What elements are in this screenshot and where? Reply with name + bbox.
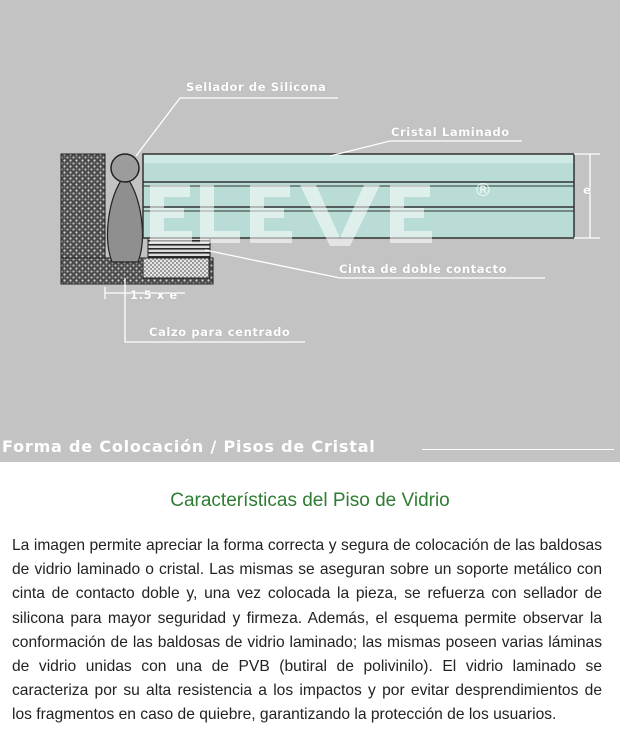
figure-caption: Forma de Colocación / Pisos de Cristal: [2, 437, 376, 456]
label-thickness: e: [583, 183, 592, 197]
registered-mark-icon: ®: [474, 180, 492, 201]
label-laminated-glass: Cristal Laminado: [391, 125, 510, 139]
label-double-contact-tape: Cinta de doble contacto: [339, 262, 508, 276]
caption-divider: [422, 449, 614, 450]
article-title: Características del Piso de Vidrio: [170, 490, 450, 511]
label-centering-shim: Calzo para centrado: [149, 325, 291, 339]
label-silicone-sealant: Sellador de Silicona: [186, 80, 327, 94]
silicone-sealant: [108, 154, 143, 262]
article-paragraph: La imagen permite apreciar la forma correcta y segura de colocación de las baldosas de vidrio laminado o cristal. Las mismas se aseguran sobre un soporte metálico con cinta de contacto doble y, una vez colocada la pieza, se refuerza con sellador de silicona para mayor seguridad y firmeza. Además, el esquema permite observar la conformación de las baldosas de vidrio laminado; las mismas poseen varias láminas de vidrio unidas con una de PVB (butiral de polivinilo). El vidrio laminado se caracteriza por su alta resistencia a los impactos y por evitar desprendimientos de los fragmentos en caso de quiebre, garantizando la protección de los usuarios.: [12, 537, 602, 724]
centering-shim: [143, 258, 209, 278]
label-spacing: 1.5 x e: [130, 288, 178, 302]
